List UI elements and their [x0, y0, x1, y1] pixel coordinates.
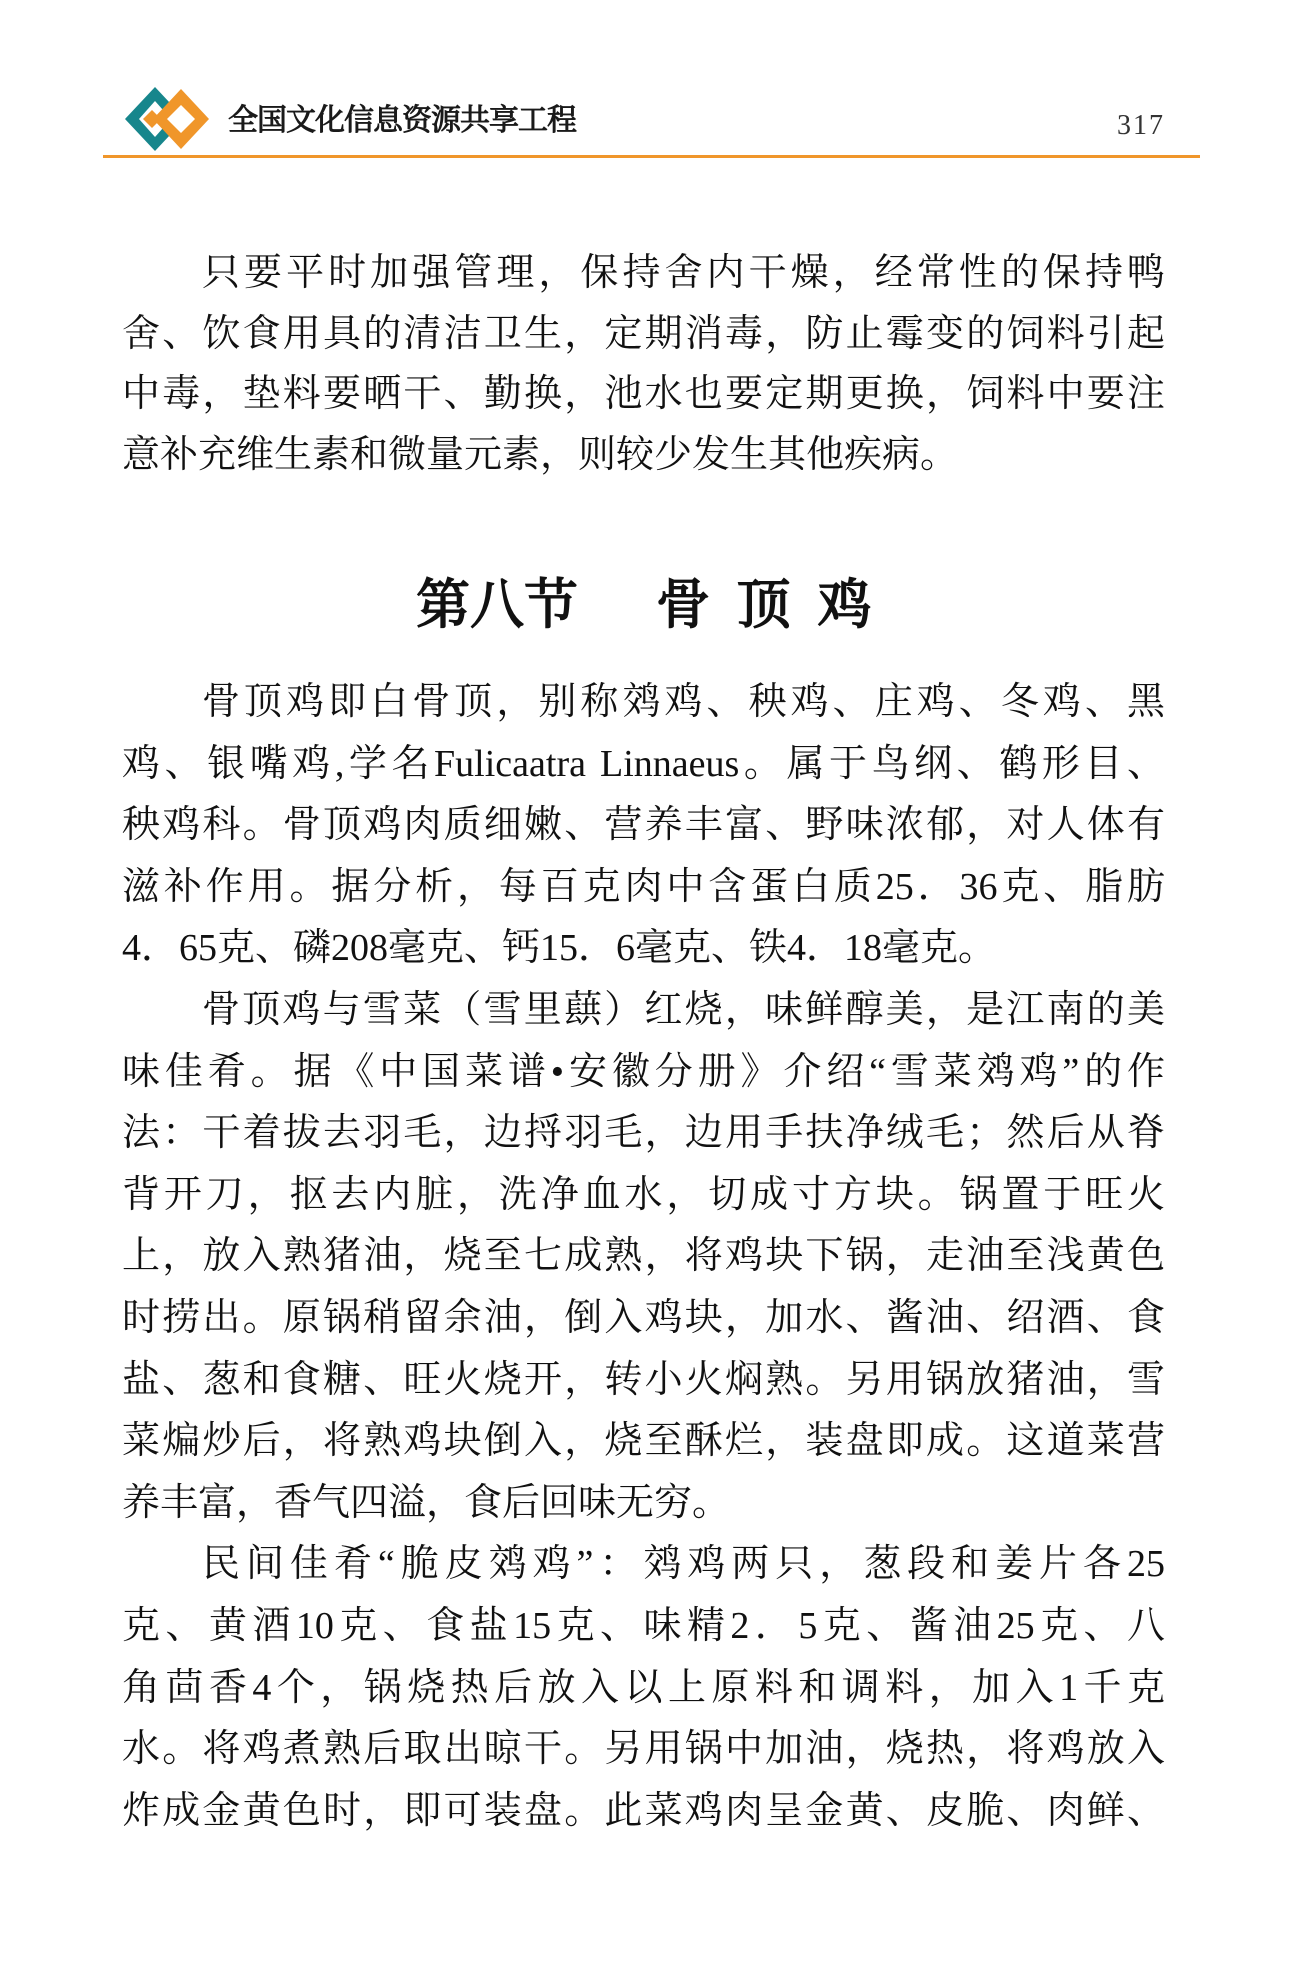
logo-icon [125, 86, 209, 152]
text-line: 盐、葱和食糖、旺火烧开，转小火焖熟。另用锅放猪油，雪 [122, 1358, 1165, 1401]
text-line: 时捞出。原锅稍留余油，倒入鸡块，加水、酱油、绍酒、食 [122, 1296, 1165, 1339]
text-line: 鸡、银嘴鸡,学名Fulicaatra Linnaeus。属于鸟纲、鹤形目、 [122, 742, 1165, 785]
header-divider [103, 155, 1200, 158]
section-body [122, 672, 1165, 1842]
text-line: 骨顶鸡即白骨顶，别称䴔鸡、秧鸡、庄鸡、冬鸡、黑 [202, 681, 1165, 723]
text-line: 法：干着拔去羽毛，边捋羽毛，边用手扶净绒毛；然后从脊 [122, 1112, 1165, 1155]
text-line: 上，放入熟猪油，烧至七成熟，将鸡块下锅，走油至浅黄色 [122, 1235, 1165, 1278]
text-line: 中毒，垫料要晒干、勤换，池水也要定期更换，饲料中要注 [122, 373, 1165, 415]
text-line: 民间佳肴“脆皮䴔鸡”：䴔鸡两只，葱段和姜片各25 [202, 1543, 1165, 1586]
text-line: 克、黄酒10克、食盐15克、味精2．5克、酱油25克、八 [122, 1604, 1165, 1647]
text-line: 炸成金黄色时，即可装盘。此菜鸡肉呈金黄、皮脆、肉鲜、 [122, 1789, 1165, 1832]
page-number: 317 [1117, 110, 1165, 141]
paragraph [122, 672, 1165, 980]
text-line: 骨顶鸡与雪菜（雪里蕻）红烧，味鲜醇美，是江南的美 [202, 988, 1165, 1031]
section-heading [416, 575, 876, 635]
text-line: 角茴香4个，锅烧热后放入以上原料和调料，加入1千克 [122, 1666, 1165, 1709]
text-line: 水。将鸡煮熟后取出晾干。另用锅中加油，烧热，将鸡放入 [122, 1728, 1165, 1771]
text-line: 意补充维生素和微量元素，则较少发生其他疾病。 [122, 433, 959, 476]
text-line: 4．65克、磷208毫克、钙15．6毫克、铁4．18毫克。 [122, 927, 997, 970]
header-title: 全国文化信息资源共享工程 [228, 103, 576, 138]
text-line: 味佳肴。据《中国菜谱•安徽分册》介绍“雪菜䴔鸡”的作 [122, 1050, 1165, 1093]
text-line: 滋补作用。据分析，每百克肉中含蛋白质25．36克、脂肪 [122, 865, 1165, 908]
text-line: 秧鸡科。骨顶鸡肉质细嫩、营养丰富、野味浓郁，对人体有 [122, 804, 1165, 847]
text-line: 舍、饮食用具的清洁卫生，定期消毒，防止霉变的饲料引起 [122, 312, 1165, 355]
paragraph [122, 980, 1165, 1534]
intro-paragraph [122, 243, 1165, 485]
paragraph [122, 1534, 1165, 1842]
text-line: 养丰富，香气四溢，食后回味无穷。 [122, 1481, 731, 1524]
text-line: 菜煸炒后，将熟鸡块倒入，烧至酥烂，装盘即成。这道菜营 [122, 1420, 1165, 1463]
section-number: 第八节 [416, 573, 578, 636]
text-line: 背开刀，抠去内脏，洗净血水，切成寸方块。锅置于旺火 [122, 1173, 1165, 1216]
text-line: 只要平时加强管理，保持舍内干燥，经常性的保持鸭 [202, 252, 1165, 294]
section-title: 骨 顶 鸡 [656, 573, 876, 636]
